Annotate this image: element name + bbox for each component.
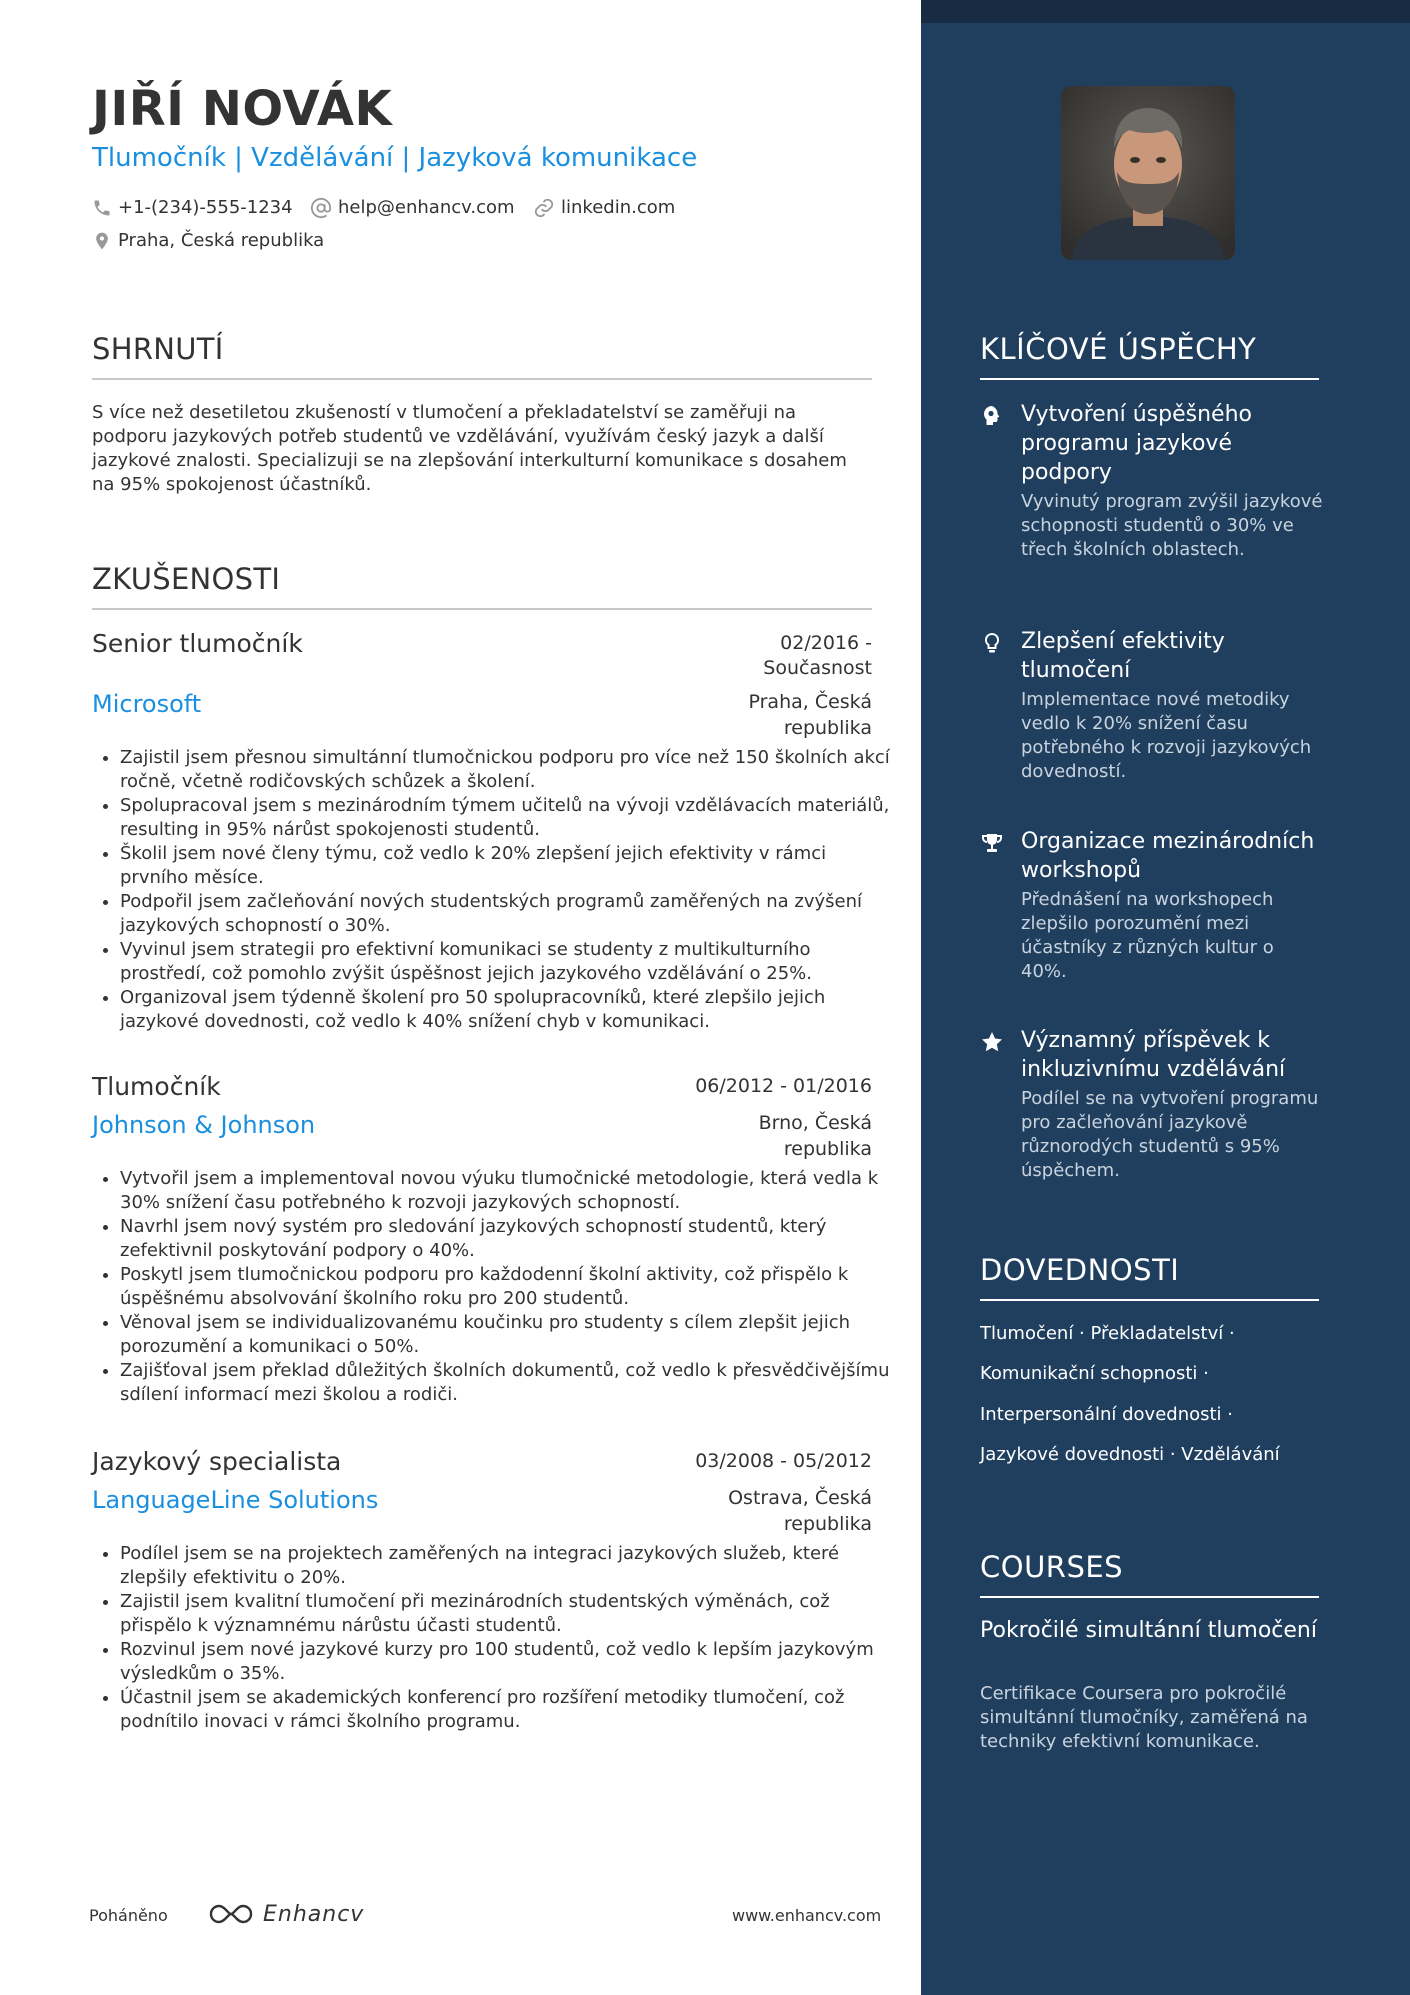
contact-phone[interactable] bbox=[92, 197, 293, 219]
courses-heading: COURSES bbox=[980, 1550, 1319, 1598]
profile-photo bbox=[1061, 86, 1235, 260]
achievement-desc: Přednášení na workshopech zlepšilo porozumění mezi účastníky z různých kultur o 40%. bbox=[1021, 889, 1274, 982]
job-location: Praha, Česká republika bbox=[748, 691, 872, 739]
list-item: • Rozvinul jsem nové jazykové kurzy pro 100 studentů, což vedlo k lepším jazykovým výsledkům o 35%. bbox=[120, 1638, 900, 1686]
job-company[interactable]: Microsoft bbox=[92, 690, 202, 718]
skills-line: Interpersonální dovednosti · bbox=[980, 1404, 1234, 1425]
achievement-item bbox=[980, 627, 1325, 784]
achievement-desc: Vyvinutý program zvýšil jazykové schopnosti studentů o 30% ve třech školních oblastech. bbox=[1021, 491, 1323, 560]
achievement-item bbox=[980, 1026, 1325, 1183]
achievement-item bbox=[980, 400, 1325, 562]
candidate-name: JIŘÍ NOVÁK bbox=[92, 81, 393, 137]
location-text: Praha, Česká republika bbox=[118, 230, 325, 251]
achievement-title: Organizace mezinárodních workshopů bbox=[1021, 829, 1315, 883]
link-icon bbox=[533, 197, 555, 219]
achievement-item bbox=[980, 827, 1325, 984]
list-item: • Podpořil jsem začleňování nových studentských programů zaměřených na zvýšení jazykových schopností o 30%. bbox=[120, 890, 900, 938]
course-title: Pokročilé simultánní tlumočení bbox=[980, 1618, 1317, 1643]
list-item: • Věnoval jsem se individualizovanému koučinku pro studenty s cílem zlepšit jejich porozumění a komunikaci o 50%. bbox=[120, 1311, 900, 1359]
at-icon bbox=[310, 197, 332, 219]
phone-text: +1-(234)-555-1234 bbox=[118, 197, 293, 218]
sidebar-top-band bbox=[921, 0, 1410, 23]
footer-website[interactable]: www.enhancv.com bbox=[732, 1906, 882, 1925]
achievement-desc: Implementace nové metodiky vedlo k 20% snížení času potřebného k rozvoji jazykových dovedností. bbox=[1021, 689, 1312, 782]
job-role: Jazykový specialista bbox=[92, 1447, 342, 1476]
job-bullets bbox=[92, 746, 900, 1034]
skills-heading: DOVEDNOSTI bbox=[980, 1253, 1319, 1301]
location-pin-icon bbox=[92, 230, 112, 252]
job-dates: 02/2016 - Současnost bbox=[763, 632, 872, 679]
list-item: • Podílel jsem se na projektech zaměřených na integraci jazykových služeb, které zlepšily efektivitu o 20%. bbox=[120, 1542, 900, 1590]
list-item: • Spolupracoval jsem s mezinárodním týmem učitelů na vývoji vzdělávacích materiálů, resulting in 95% nárůst spokojenosti studentů. bbox=[120, 794, 900, 842]
contact-location bbox=[92, 230, 324, 252]
brain-icon bbox=[980, 404, 1004, 428]
achievement-title: Významný příspěvek k inkluzivnímu vzdělávání bbox=[1021, 1028, 1286, 1082]
list-item: • Vyvinul jsem strategii pro efektivní komunikaci se studenty z multikulturního prostředí, což pomohlo zvýšit úspěšnost jejich jazykového vzdělávání o 25%. bbox=[120, 938, 900, 986]
skills-line: Jazykové dovednosti · Vzdělávání bbox=[980, 1444, 1280, 1465]
job-dates: 06/2012 - 01/2016 bbox=[695, 1075, 872, 1097]
achievement-title: Zlepšení efektivity tlumočení bbox=[1021, 629, 1225, 683]
list-item: • Vytvořil jsem a implementoval novou výuku tlumočnické metodologie, která vedla k 30% snížení času potřebného k rozvoji jazykových schopností. bbox=[120, 1167, 900, 1215]
skills-line: Komunikační schopnosti · bbox=[980, 1363, 1209, 1384]
profile-photo-image bbox=[1061, 86, 1235, 260]
job-location: Brno, Česká republika bbox=[758, 1112, 872, 1160]
achievements-heading: KLÍČOVÉ ÚSPĚCHY bbox=[980, 332, 1319, 380]
achievement-title: Vytvoření úspěšného programu jazykové podpory bbox=[1021, 402, 1252, 485]
footer-powered: Poháněno bbox=[89, 1906, 168, 1925]
list-item: • Navrhl jsem nový systém pro sledování jazykových schopností studentů, který zefektivnil poskytování podpory o 40%. bbox=[120, 1215, 900, 1263]
phone-icon bbox=[92, 198, 112, 218]
list-item: • Účastnil jsem se akademických konferencí pro rozšíření metodiky tlumočení, což podnítilo inovaci v rámci školního programu. bbox=[120, 1686, 900, 1734]
sidebar bbox=[921, 0, 1410, 1995]
email-text: help@enhancv.com bbox=[338, 197, 515, 218]
job-company[interactable]: LanguageLine Solutions bbox=[92, 1486, 379, 1514]
skills-line: Tlumočení · Překladatelství · bbox=[980, 1323, 1235, 1344]
job-role: Senior tlumočník bbox=[92, 629, 303, 658]
linkedin-text: linkedin.com bbox=[561, 197, 676, 218]
experience-heading: ZKUŠENOSTI bbox=[92, 562, 872, 610]
achievement-desc: Podílel se na vytvoření programu pro začleňování jazykově různorodých studentů s 95% úspěchem. bbox=[1021, 1088, 1319, 1181]
summary-heading: SHRNUTÍ bbox=[92, 332, 872, 380]
list-item: • Zajišťoval jsem překlad důležitých školních dokumentů, což vedlo k přesvědčivějšímu sdílení informací mezi školou a rodiči. bbox=[120, 1359, 900, 1407]
job-company[interactable]: Johnson & Johnson bbox=[92, 1111, 316, 1139]
star-icon bbox=[980, 1030, 1004, 1054]
list-item: • Školil jsem nové členy týmu, což vedlo k 20% zlepšení jejich efektivity v rámci prvního měsíce. bbox=[120, 842, 900, 890]
enhancv-logo[interactable] bbox=[207, 1901, 364, 1927]
job-role: Tlumočník bbox=[92, 1072, 221, 1101]
job-bullets bbox=[92, 1542, 900, 1734]
lightbulb-icon bbox=[980, 631, 1004, 655]
list-item: • Zajistil jsem přesnou simultánní tlumočnickou podporu pro více než 150 školních akcí ročně, včetně rodičovských schůzek a školení. bbox=[120, 746, 900, 794]
job-location: Ostrava, Česká republika bbox=[728, 1487, 872, 1535]
enhancv-logo-icon bbox=[207, 1901, 255, 1927]
list-item: • Organizoval jsem týdenně školení pro 50 spolupracovníků, které zlepšilo jejich jazykové dovednosti, což vedlo k 40% snížení chyb v komunikaci. bbox=[120, 986, 900, 1034]
job-bullets bbox=[92, 1167, 900, 1407]
summary-text: S více než desetiletou zkušeností v tlumočení a překladatelství se zaměřuji na podporu jazykových potřeb studentů ve vzdělávání, využívám český jazyk a další jazykové znalosti. Specializuji se na zlepšování interkulturní komunikace s dosahem na 95% spokojenost účastníků. bbox=[92, 402, 847, 495]
list-item: • Poskytl jsem tlumočnickou podporu pro každodenní školní aktivity, což přispělo k úspěšnému absolvování školního roku pro 200 studentů. bbox=[120, 1263, 900, 1311]
contact-linkedin[interactable] bbox=[533, 197, 675, 219]
course-desc: Certifikace Coursera pro pokročilé simultánní tlumočníky, zaměřená na techniky efektivní komunikace. bbox=[980, 1683, 1308, 1752]
candidate-title: Tlumočník | Vzdělávání | Jazyková komunikace bbox=[92, 143, 698, 173]
trophy-icon bbox=[980, 831, 1004, 855]
job-dates: 03/2008 - 05/2012 bbox=[695, 1450, 872, 1472]
contact-email[interactable] bbox=[310, 197, 515, 219]
list-item: • Zajistil jsem kvalitní tlumočení při mezinárodních studentských výměnách, což přispělo k významnému nárůstu účasti studentů. bbox=[120, 1590, 900, 1638]
enhancv-brand-text: Enhancv bbox=[263, 1901, 365, 1927]
